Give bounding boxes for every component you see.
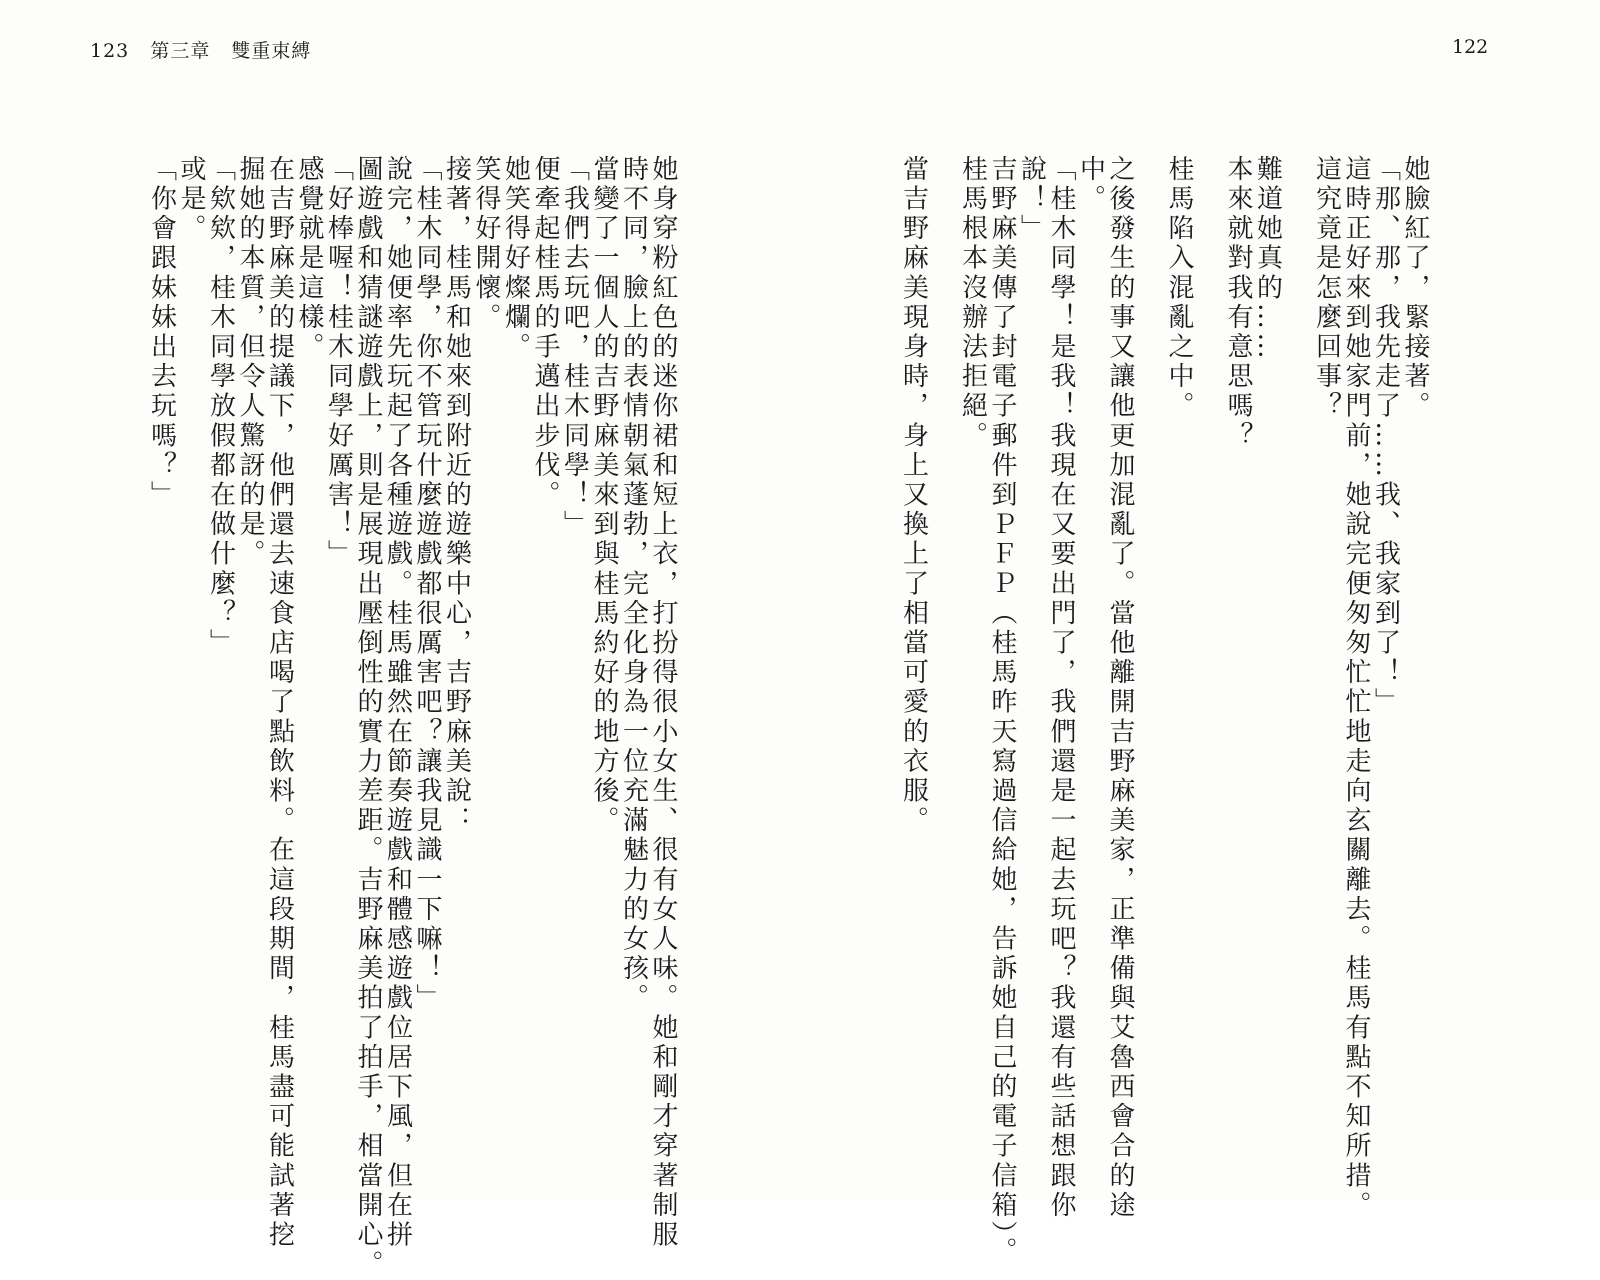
text-column: 桂馬陷入混亂之中。 — [1164, 155, 1194, 422]
text-column: 「欸欸，桂木同學放假都在做什麼？」 — [205, 155, 236, 659]
text-column: 中。 — [1075, 155, 1106, 215]
text-column: 時不同，臉上的表情朝氣蓬勃，完全化身為一位充滿魅力的女孩。 — [618, 155, 649, 1014]
text-column: 她臉紅了，緊接著。 — [1400, 155, 1430, 422]
text-column: 難道她真的…… — [1252, 155, 1283, 363]
text-column: 桂馬根本沒辦法拒絕。 — [957, 155, 988, 451]
text-column: 「你會跟妹妹出去玩嗎？」 — [146, 155, 177, 511]
text-column: 本來就對我有意思嗎？ — [1223, 155, 1253, 451]
text-column: 之後發生的事又讓他更加混亂了。當他離開吉野麻美家，正準備與艾魯西會合的途 — [1105, 155, 1135, 1221]
text-column: 這究竟是怎麼回事？ — [1311, 155, 1342, 422]
text-column: 「好棒喔！桂木同學好厲害！」 — [323, 155, 354, 570]
text-column: 她笑得好燦爛。 — [500, 155, 531, 363]
text-column: 感覺就是這樣。 — [294, 155, 324, 363]
text-column: 當變了一個人的吉野麻美來到與桂馬約好的地方後。 — [589, 155, 619, 836]
text-column: 說完，她便率先玩起了各種遊戲。桂馬雖然在節奏遊戲和體感遊戲位居下風，但在拼 — [382, 155, 413, 1251]
text-column: 掘她的本質，但令人驚訝的是。 — [235, 155, 265, 570]
text-column: 「桂木同學！是我！我現在又要出門了，我們還是一起去玩吧？我還有些話想跟你 — [1046, 155, 1076, 1221]
text-column: 這時正好來到她家門前，她說完便匆匆忙忙地走向玄關離去。桂馬有點不知所措。 — [1341, 155, 1371, 1221]
text-column: 她身穿粉紅色的迷你裙和短上衣，打扮得很小女生、很有女人味。她和剛才穿著制服 — [648, 155, 678, 1251]
text-column: 吉野麻美傳了封電子郵件到ＰＦＰ（桂馬昨天寫過信給她，告訴她自己的電子信箱）。 — [987, 155, 1017, 1267]
text-column: 接著，桂馬和她來到附近的遊樂中心，吉野麻美說： — [441, 155, 472, 836]
text-column: 或是。 — [176, 155, 206, 244]
right-page-number: 122 — [1452, 36, 1489, 58]
text-column: 在吉野麻美的提議下，他們還去速食店喝了點飲料。在這段期間，桂馬盡可能試著挖 — [264, 155, 295, 1251]
chapter-label: 第三章 — [150, 40, 211, 62]
text-column: 「那、那，我先走了……我、我家到了！」 — [1370, 155, 1401, 718]
chapter-title: 雙重束縛 — [231, 40, 312, 62]
text-column: 笑得好開懷。 — [471, 155, 501, 333]
text-column: 當吉野麻美現身時，身上又換上了相當可愛的衣服。 — [898, 155, 929, 836]
left-page-header — [90, 36, 325, 63]
text-column: 圖遊戲和猜謎遊戲上，則是展現出壓倒性的實力差距。吉野麻美拍了拍手，相當開心。 — [353, 155, 383, 1280]
text-column: 「我們去玩吧，桂木同學！」 — [559, 155, 590, 540]
text-column: 「桂木同學，你不管玩什麼遊戲都很厲害吧？讓我見識一下嘛！」 — [412, 155, 442, 1014]
text-column: 便牽起桂馬的手邁出步伐。 — [530, 155, 560, 511]
left-page-number: 123 — [90, 40, 130, 62]
text-column: 說！」 — [1016, 155, 1047, 244]
